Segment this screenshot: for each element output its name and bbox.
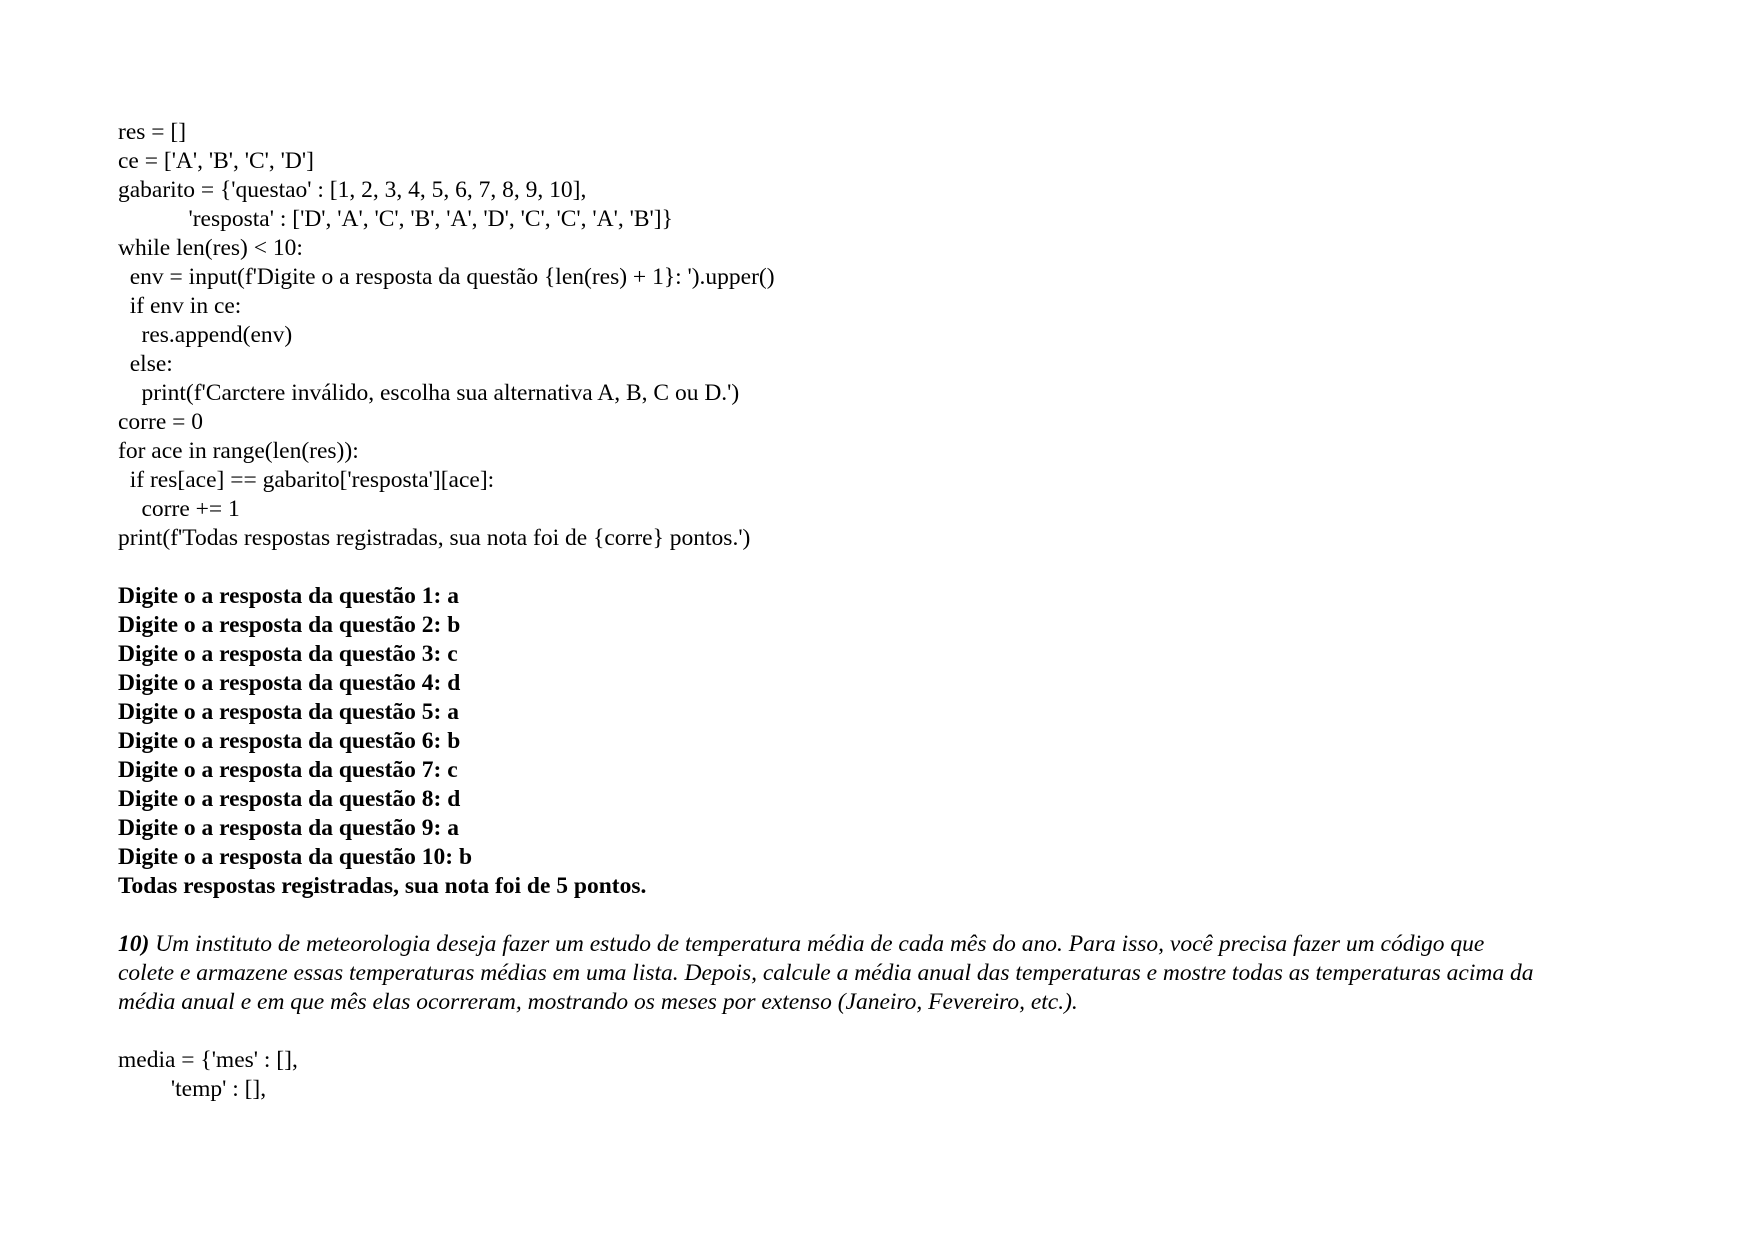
code-line: corre = 0 [118,409,204,435]
code-line: gabarito = {'questao' : [1, 2, 3, 4, 5, 6, 7, 8, 9, 10], [118,177,587,203]
code-line: print(f'Carctere inválido, escolha sua alternativa A, B, C ou D.') [118,380,740,406]
code-line: 'resposta' : ['D', 'A', 'C', 'B', 'A', 'D', 'C', 'C', 'A', 'B']} [118,206,673,232]
output-line: Digite o a resposta da questão 6: b [118,728,461,754]
code-line: res = [] [118,119,187,145]
blank-line [118,553,1638,582]
code-block-1 [118,118,1638,553]
question-10 [118,930,1638,1017]
blank-line [118,901,1638,930]
code-line: else: [118,351,173,377]
output-line: Digite o a resposta da questão 4: d [118,670,461,696]
code-line: 'temp' : [], [118,1076,267,1102]
blank-line [118,1017,1638,1046]
code-line: media = {'mes' : [], [118,1047,298,1073]
code-line: ce = ['A', 'B', 'C', 'D'] [118,148,314,174]
question-text-line: Um instituto de meteorologia deseja fazer um estudo de temperatura média de cada mês do ano. Para isso, você precisa fazer um código que [149,931,1485,957]
question-number: 10) [118,931,150,957]
code-line: print(f'Todas respostas registradas, sua nota foi de {corre} pontos.') [118,525,751,551]
code-line: env = input(f'Digite o a resposta da questão {len(res) + 1}: ').upper() [118,264,775,290]
output-line: Digite o a resposta da questão 7: c [118,757,458,783]
output-line: Digite o a resposta da questão 8: d [118,786,461,812]
output-line: Digite o a resposta da questão 1: a [118,583,459,609]
program-output [118,582,1638,901]
output-line: Todas respostas registradas, sua nota foi de 5 pontos. [118,873,647,899]
question-text-line: média anual e em que mês elas ocorreram, mostrando os meses por extenso (Janeiro, Fevereiro, etc.). [118,989,1078,1015]
code-line: corre += 1 [118,496,240,522]
code-line: for ace in range(len(res)): [118,438,359,464]
code-line: while len(res) < 10: [118,235,303,261]
output-line: Digite o a resposta da questão 5: a [118,699,459,725]
code-line: if res[ace] == gabarito['resposta'][ace]: [118,467,495,493]
output-line: Digite o a resposta da questão 2: b [118,612,461,638]
code-line: res.append(env) [118,322,293,348]
document-page [118,118,1638,1104]
code-line: if env in ce: [118,293,242,319]
output-line: Digite o a resposta da questão 9: a [118,815,459,841]
question-text-line: colete e armazene essas temperaturas médias em uma lista. Depois, calcule a média anual das temperaturas e mostre todas as temperaturas acima da [118,960,1534,986]
output-line: Digite o a resposta da questão 3: c [118,641,458,667]
output-line: Digite o a resposta da questão 10: b [118,844,473,870]
code-block-2 [118,1046,1638,1104]
